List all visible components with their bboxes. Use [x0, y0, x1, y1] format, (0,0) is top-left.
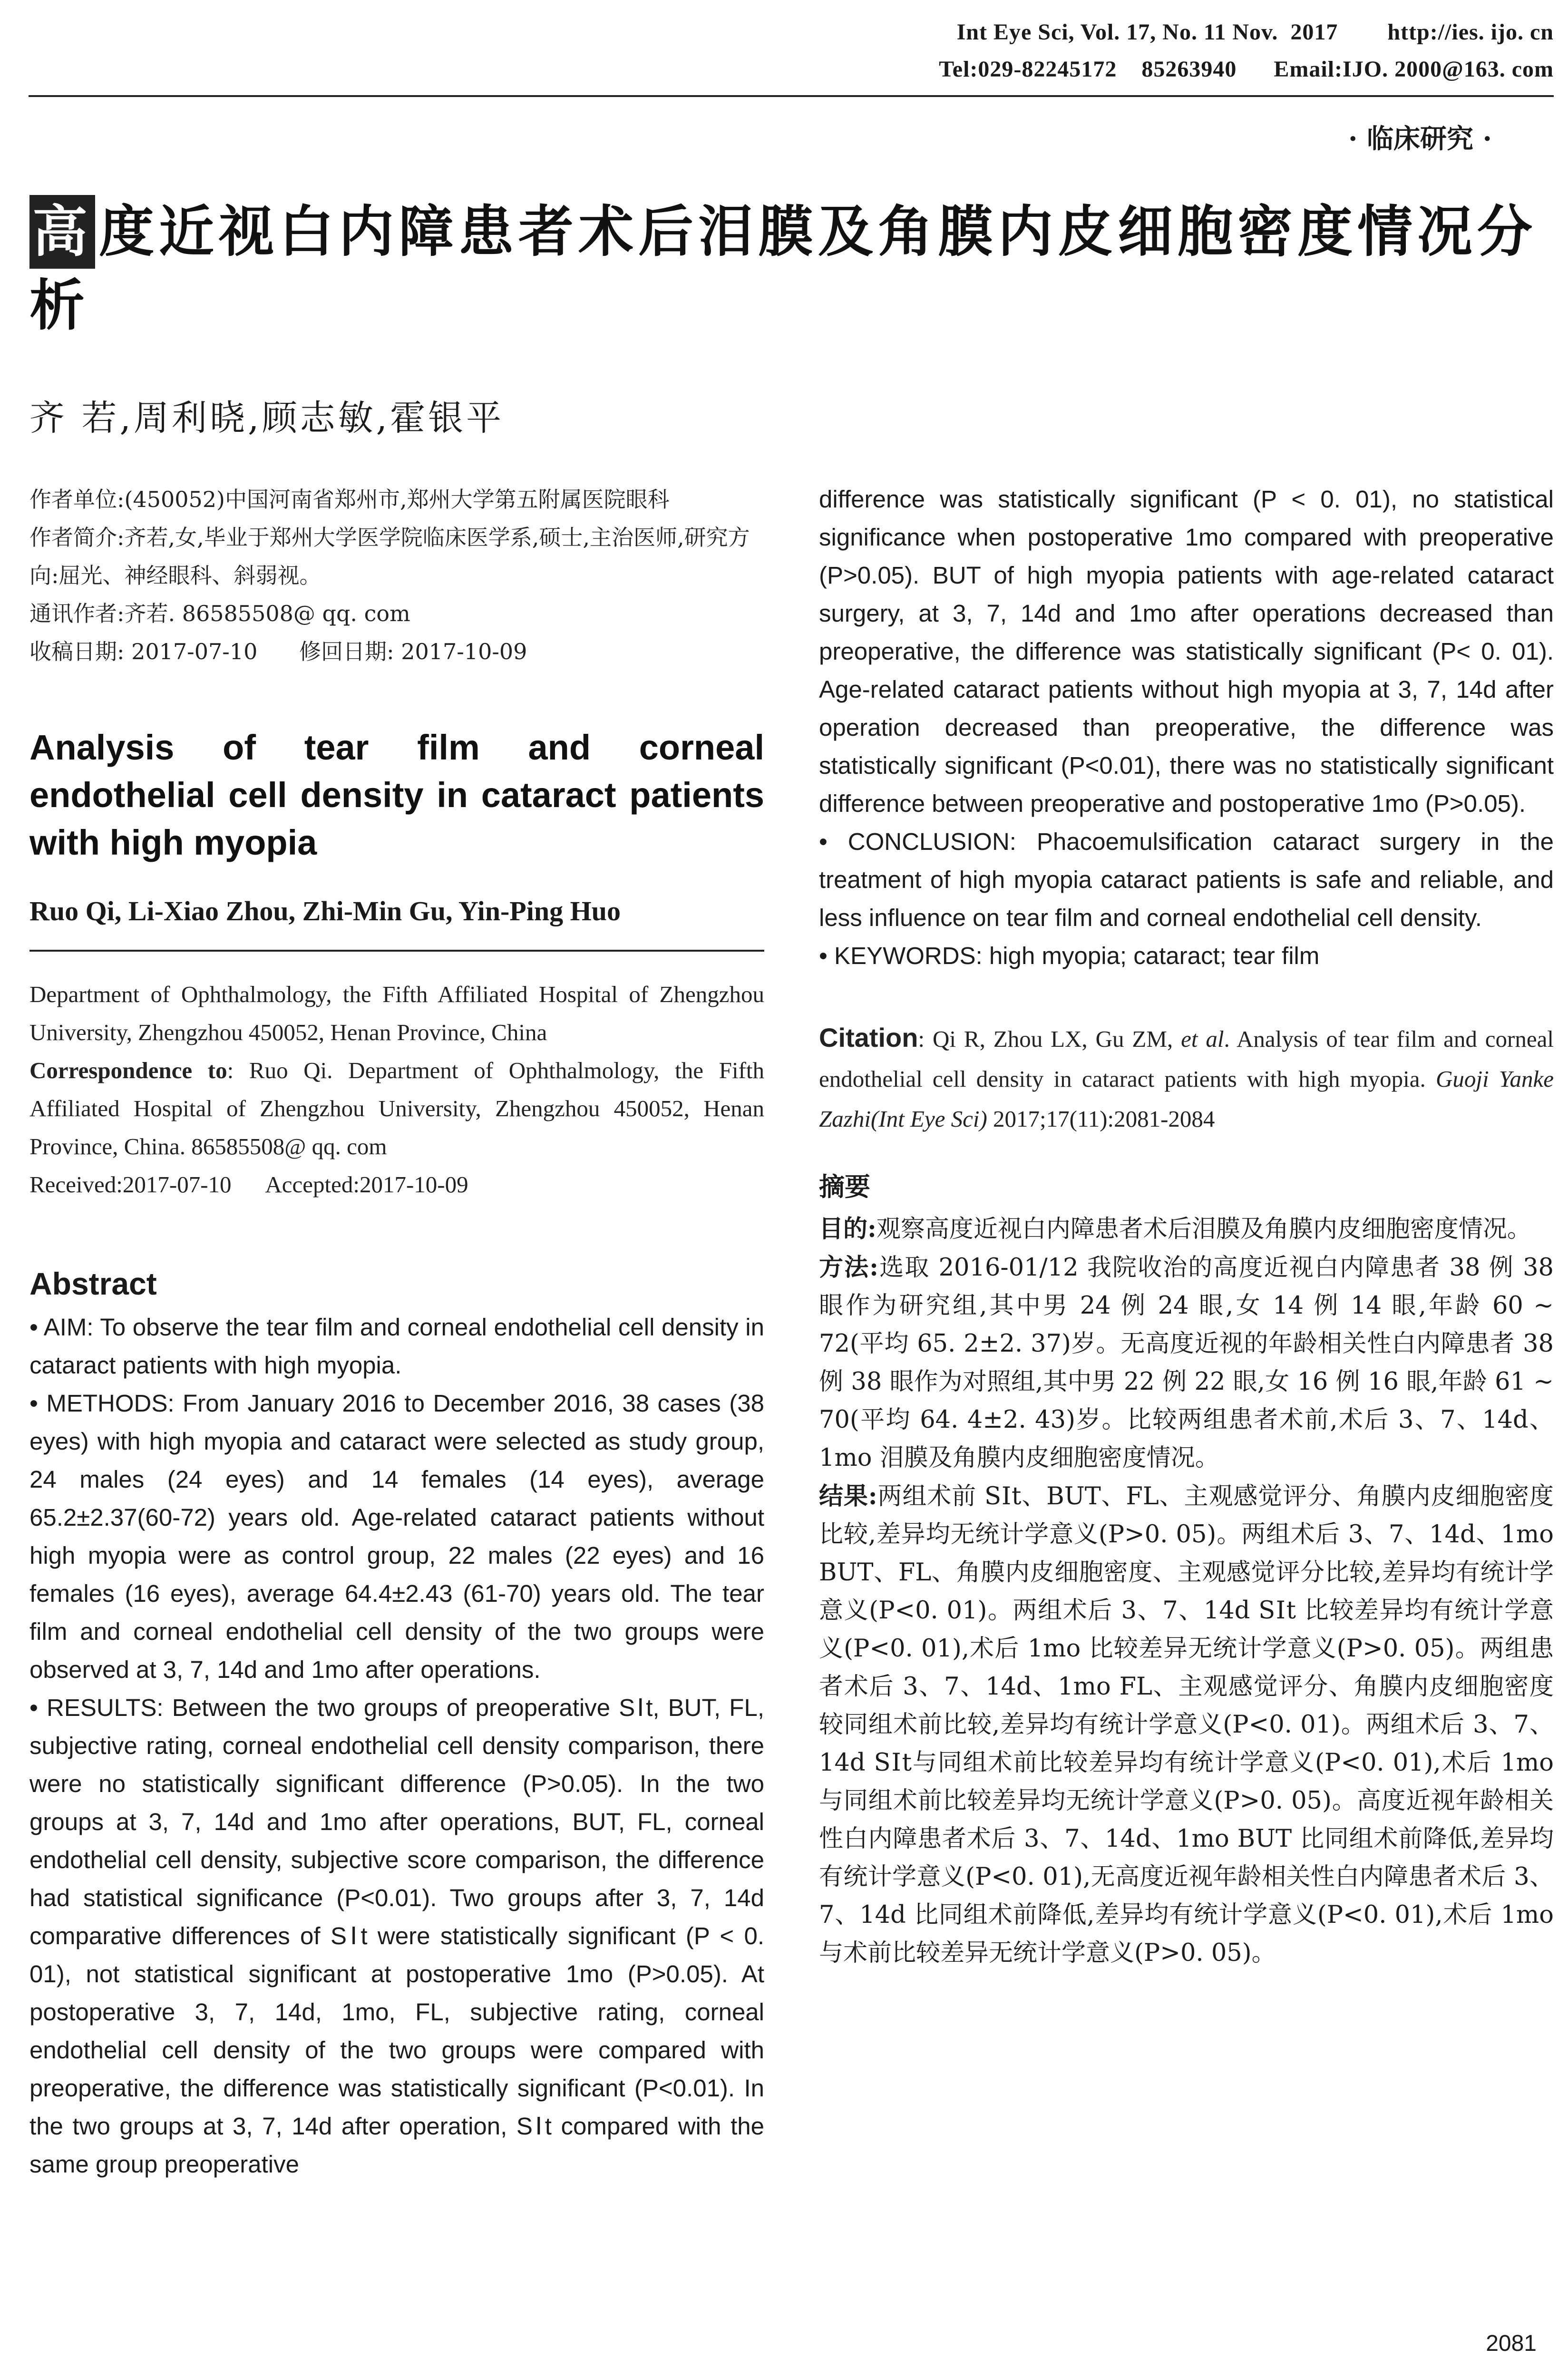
right-column: [819, 480, 1554, 1972]
abstract-cn-aim-text: 观察高度近视白内障患者术后泪膜及角膜内皮细胞密度情况。: [876, 1215, 1531, 1243]
abstract-aim: • AIM: To observe the tear film and corneal endothelial cell density in cataract patients with high myopia.: [29, 1314, 764, 1379]
dates-cn: 收稿日期: 2017-07-10 修回日期: 2017-10-09: [29, 639, 527, 664]
abstract-body-left: [29, 1308, 764, 2183]
author-unit: 作者单位:(450052)中国河南省郑州市,郑州大学第五附属医院眼科: [29, 487, 670, 512]
abstract-cn-methods: [819, 1248, 1554, 1477]
abstract-cn-results: [819, 1477, 1554, 1972]
abstract-methods: • METHODS: From January 2016 to December 2016, 38 cases (38 eyes) with high myopia and cataract were selected as study group, 24 males (24 eyes) and 14 females (14 eyes), average 65.2±2.37(60-72) years old. Age-related cataract patients without high myopia were as control group, 22 males (22 eyes) and 16 females (16 eyes), average 64.4±2.43 (61-70) years old. The tear film and corneal endothelial cell density of the two groups were observed at 3, 7, 14d and 1mo after operations.: [29, 1390, 764, 1683]
correspondence-label: Correspondence to: [29, 1057, 227, 1083]
correspondence: [29, 1052, 764, 1166]
author-bio: 作者简介:齐若,女,毕业于郑州大学医学院临床医学系,硕士,主治医师,研究方向:屈光、神经眼科、斜弱视。: [29, 525, 750, 588]
citation-authors: : Qi R, Zhou LX, Gu ZM,: [918, 1026, 1181, 1052]
affiliation-dept: Department of Ophthalmology, the Fifth Affiliated Hospital of Zhengzhou University, Zhengzhou 450052, Henan Province, China: [29, 981, 764, 1045]
citation-label: Citation: [819, 1023, 918, 1052]
correspondence-text: : Ruo Qi. Department of Ophthalmology, the Fifth Affiliated Hospital of Zhengzhou University, Zhengzhou 450052, Henan Province, China. 86585508@ qq. com: [29, 1057, 764, 1159]
title-cn-rest: 度近视白内障患者术后泪膜及角膜内皮细胞密度情况分析: [29, 199, 1537, 338]
header-rule: [29, 95, 1554, 97]
abstract-cn-aim-label: 目的:: [819, 1215, 877, 1243]
journal-header-line1: Int Eye Sci, Vol. 17, No. 11 Nov. 2017 http://ies. ijo. cn: [956, 19, 1554, 45]
received-accepted: Received:2017-07-10 Accepted:2017-10-09: [29, 1171, 468, 1198]
authors-cn: 齐 若,周利晓,顾志敏,霍银平: [29, 398, 505, 438]
affiliation-en: [29, 975, 764, 1204]
section-tag: · 临床研究 ·: [1348, 123, 1492, 155]
abstract-cn-methods-text: 选取 2016-01/12 我院收治的高度近视白内障患者 38 例 38 眼作为研究组,其中男 24 例 24 眼,女 14 例 14 眼,年龄 60 ~ 72(平均 65. 2±2. 37)岁。无高度近视的年龄相关性白内障患者 38 例 38 眼作为对照组,其中男 22 例 22 眼,女 16 例 16 眼,年龄 61 ~ 70(平均 64. 4±2. 43)岁。比较两组患者术前,术后 3、7、14d、1mo 泪膜及角膜内皮细胞密度情况。: [819, 1254, 1554, 1472]
title-cn: [29, 195, 1551, 342]
abstract-cn-results-label: 结果:: [819, 1482, 877, 1510]
abstract-cn-results-text: 两组术前 SⅠt、BUT、FL、主观感觉评分、角膜内皮细胞密度比较,差异均无统计学意义(P>0. 05)。两组术后 3、7、14d、1mo BUT、FL、角膜内皮细胞密度、主观感觉评分比较,差异均有统计学意义(P<0. 01)。两组术后 3、7、14d SⅠt 比较差异均有统计学意义(P<0. 01),术后 1mo 比较差异无统计学意义(P>0. 05)。两组患者术后 3、7、14d、1mo FL、主观感觉评分、角膜内皮细胞密度较同组术前比较,差异均有统计学意义(P<0. 01)。两组术后 3、7、14d SⅠt与同组术前比较差异均有统计学意义(P<0. 01),术后 1mo 与同组术前比较差异均无统计学意义(P>0. 05)。高度近视年龄相关性白内障患者术后 3、7、14d、1mo BUT 比同组术前降低,差异均有统计学意义(P<0. 01),无高度近视年龄相关性白内障患者术后 3、7、14d 比同组术前降低,差异均有统计学意义(P<0. 01),术后 1mo 与术前比较差异无统计学意义(P>0. 05)。: [819, 1482, 1554, 1967]
abstract-keywords: • KEYWORDS: high myopia; cataract; tear film: [819, 942, 1320, 969]
authors-en: Ruo Qi, Li-Xiao Zhou, Zhi-Min Gu, Yin-Ping Huo: [29, 896, 621, 926]
citation-etal: et al: [1181, 1026, 1224, 1052]
title-en: Analysis of tear film and corneal endothelial cell density in cataract patients with high myopia: [29, 728, 764, 862]
abstract-cn-heading: 摘要: [819, 1171, 870, 1202]
abstract-body-right: [819, 480, 1554, 975]
abstract-results: • RESULTS: Between the two groups of preoperative SⅠt, BUT, FL, subjective rating, corneal endothelial cell density comparison, there were no statistically significant difference (P>0.05). In the two groups at 3, 7, 14d and 1mo after operations, BUT, FL, corneal endothelial cell density, subjective score comparison, the difference had statistical significance (P<0.01). Two groups after 3, 7, 14d comparative differences of SⅠt were statistically significant (P < 0. 01), not statistical significant at postoperative 1mo (P>0.05). At postoperative 3, 7, 14d, 1mo, FL, subjective rating, corneal endothelial cell density of the two groups were compared with preoperative, the difference was statistically significant (P<0.01). In the two groups at 3, 7, 14d after operation, SⅠt compared with the same group preoperative: [29, 1694, 764, 2178]
journal-header-line2: Tel:029-82245172 85263940 Email:IJO. 2000@163. com: [939, 57, 1554, 82]
corresponding-author-cn: 通讯作者:齐若. 86585508@ qq. com: [29, 601, 410, 626]
title-cn-first-char: 高: [29, 195, 95, 269]
abstract-cn-body: [819, 1210, 1554, 1972]
abstract-conclusion: • CONCLUSION: Phacoemulsification cataract surgery in the treatment of high myopia cataract patients is safe and reliable, and less influence on tear film and corneal endothelial cell density.: [819, 828, 1554, 931]
left-column: [29, 480, 764, 2183]
citation-title: . Analysis of tear film and corneal endothelial cell density in cataract patients with high myopia.: [819, 1026, 1554, 1092]
abstract-heading: Abstract: [29, 1266, 157, 1301]
author-meta-cn: [29, 480, 764, 671]
abstract-cn-methods-label: 方法:: [819, 1253, 879, 1282]
abstract-results-cont: difference was statistically significant (P < 0. 01), no statistical significance when postoperative 1mo compared with preoperative (P>0.05). BUT of high myopia patients with age-related cataract surgery, at 3, 7, 14d and 1mo after operations decreased than preoperative, the difference was statistically significant (P< 0. 01). Age-related cataract patients without high myopia at 3, 7, 14d after operation decreased than preoperative, the difference was statistically significant (P<0.01), there was no statistically significant difference between preoperative and postoperative 1mo (P>0.05).: [819, 486, 1554, 817]
author-divider: [29, 950, 764, 952]
page-number: 2081: [1486, 2331, 1537, 2356]
abstract-cn-aim: [819, 1210, 1554, 1248]
citation-tail: 2017;17(11):2081-2084: [987, 1106, 1215, 1132]
citation: [819, 1018, 1554, 1139]
citation-journal: Guoji Yanke Zazhi(Int Eye Sci): [819, 1066, 1554, 1132]
